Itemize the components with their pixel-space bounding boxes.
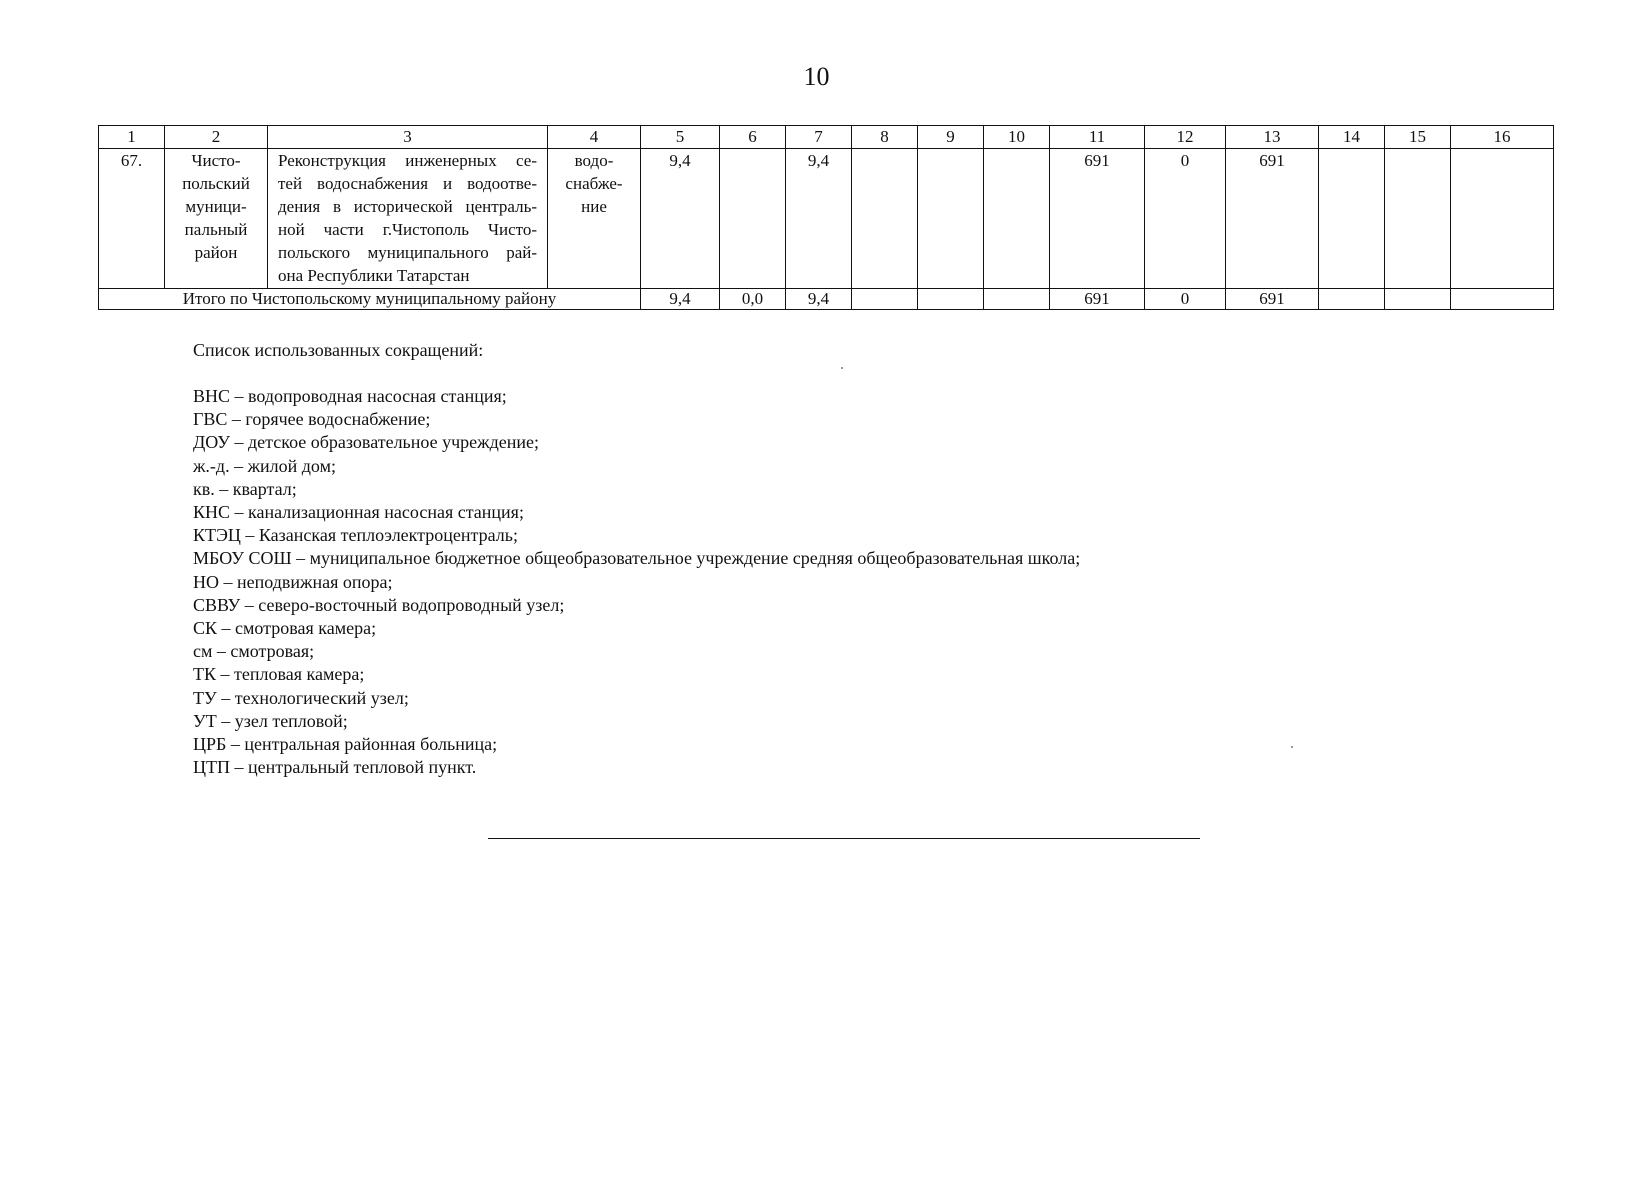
category-cell (548, 149, 641, 289)
table-header-row (99, 126, 1554, 149)
value-cell-13: 691 (1226, 149, 1319, 289)
table-total-row (99, 289, 1554, 310)
category-line: снабже- (565, 174, 623, 193)
abbreviations-list (193, 385, 1080, 779)
value-cell-15 (1385, 149, 1451, 289)
total-cell-7: 9,4 (786, 289, 852, 310)
header-cell: 3 (268, 126, 548, 149)
header-cell: 8 (852, 126, 918, 149)
total-cell-8 (852, 289, 918, 310)
value-cell-14 (1319, 149, 1385, 289)
header-cell: 10 (984, 126, 1050, 149)
value-cell-12: 0 (1145, 149, 1226, 289)
header-cell: 14 (1319, 126, 1385, 149)
header-cell: 7 (786, 126, 852, 149)
total-cell-12: 0 (1145, 289, 1226, 310)
value-cell-7: 9,4 (786, 149, 852, 289)
total-label: Итого по Чистопольскому муниципальному району (99, 289, 641, 310)
header-cell: 15 (1385, 126, 1451, 149)
abbreviation-item: ТК – тепловая камера; (193, 664, 365, 685)
abbreviation-item: СК – смотровая камера; (193, 618, 377, 639)
total-cell-15 (1385, 289, 1451, 310)
category-line: ние (581, 197, 607, 216)
abbreviation-item: ДОУ – детское образовательное учреждение; (193, 432, 539, 453)
category-line: водо- (574, 151, 614, 170)
abbreviation-item: СВВУ – северо-восточный водопроводный узел; (193, 594, 565, 615)
value-cell-11: 691 (1050, 149, 1145, 289)
row-number-cell: 67. (99, 149, 165, 289)
end-rule (488, 838, 1200, 839)
abbreviation-item: ЦРБ – центральная районная больница; (193, 734, 498, 755)
total-cell-5: 9,4 (641, 289, 720, 310)
abbreviation-item: кв. – квартал; (193, 478, 297, 499)
total-cell-9 (918, 289, 984, 310)
description-line: она Республики Татарстан (278, 266, 470, 285)
header-cell: 11 (1050, 126, 1145, 149)
description-line: польского муниципального рай- (278, 243, 537, 262)
abbreviation-item: КТЭЦ – Казанская теплоэлектроцентраль; (193, 525, 518, 546)
value-cell-16 (1451, 149, 1554, 289)
scan-speck (1291, 746, 1293, 748)
description-line: дения в исторической централь- (278, 197, 537, 216)
abbreviation-item: ВНС – водопроводная насосная станция; (193, 386, 507, 406)
abbreviation-item: МБОУ СОШ – муниципальное бюджетное общеобразовательное учреждение средняя общеобразовательная школа; (193, 548, 1081, 569)
district-line: муници- (185, 197, 247, 216)
abbreviation-item: ЦТП – центральный тепловой пункт. (193, 757, 477, 778)
abbreviation-item: см – смотровая; (193, 641, 315, 662)
total-cell-13: 691 (1226, 289, 1319, 310)
district-line: Чисто- (191, 151, 241, 170)
total-cell-6: 0,0 (720, 289, 786, 310)
total-cell-11: 691 (1050, 289, 1145, 310)
header-cell: 16 (1451, 126, 1554, 149)
description-line: ной части г.Чистополь Чисто- (278, 220, 537, 239)
page-number: 10 (803, 62, 830, 91)
district-line: район (194, 243, 238, 262)
abbreviation-item: ТУ – технологический узел; (193, 687, 409, 708)
value-cell-9 (918, 149, 984, 289)
scan-speck (841, 367, 843, 369)
header-cell: 5 (641, 126, 720, 149)
project-description-cell (268, 149, 548, 289)
header-cell: 1 (99, 126, 165, 149)
abbreviations-title: Список использованных сокращений: (193, 340, 484, 360)
abbreviation-item: ж.-д. – жилой дом; (193, 455, 336, 476)
header-cell: 2 (165, 126, 268, 149)
header-cell: 13 (1226, 126, 1319, 149)
value-cell-10 (984, 149, 1050, 289)
table-row (99, 149, 1554, 289)
abbreviation-item: НО – неподвижная опора; (193, 571, 393, 592)
abbreviation-item: КНС – канализационная насосная станция; (193, 502, 524, 523)
district-line: польский (182, 174, 250, 193)
abbreviation-item: УТ – узел тепловой; (193, 710, 348, 731)
total-cell-14 (1319, 289, 1385, 310)
abbreviation-item: ГВС – горячее водоснабжение; (193, 409, 431, 430)
total-cell-10 (984, 289, 1050, 310)
description-line: тей водоснабжения и водоотве- (278, 174, 537, 193)
value-cell-8 (852, 149, 918, 289)
header-cell: 4 (548, 126, 641, 149)
total-cell-16 (1451, 289, 1554, 310)
district-cell (165, 149, 268, 289)
value-cell-6 (720, 149, 786, 289)
header-cell: 12 (1145, 126, 1226, 149)
data-table (98, 125, 1554, 310)
value-cell-5: 9,4 (641, 149, 720, 289)
district-line: пальный (184, 220, 248, 239)
header-cell: 6 (720, 126, 786, 149)
description-line: Реконструкция инженерных се- (278, 151, 537, 170)
header-cell: 9 (918, 126, 984, 149)
